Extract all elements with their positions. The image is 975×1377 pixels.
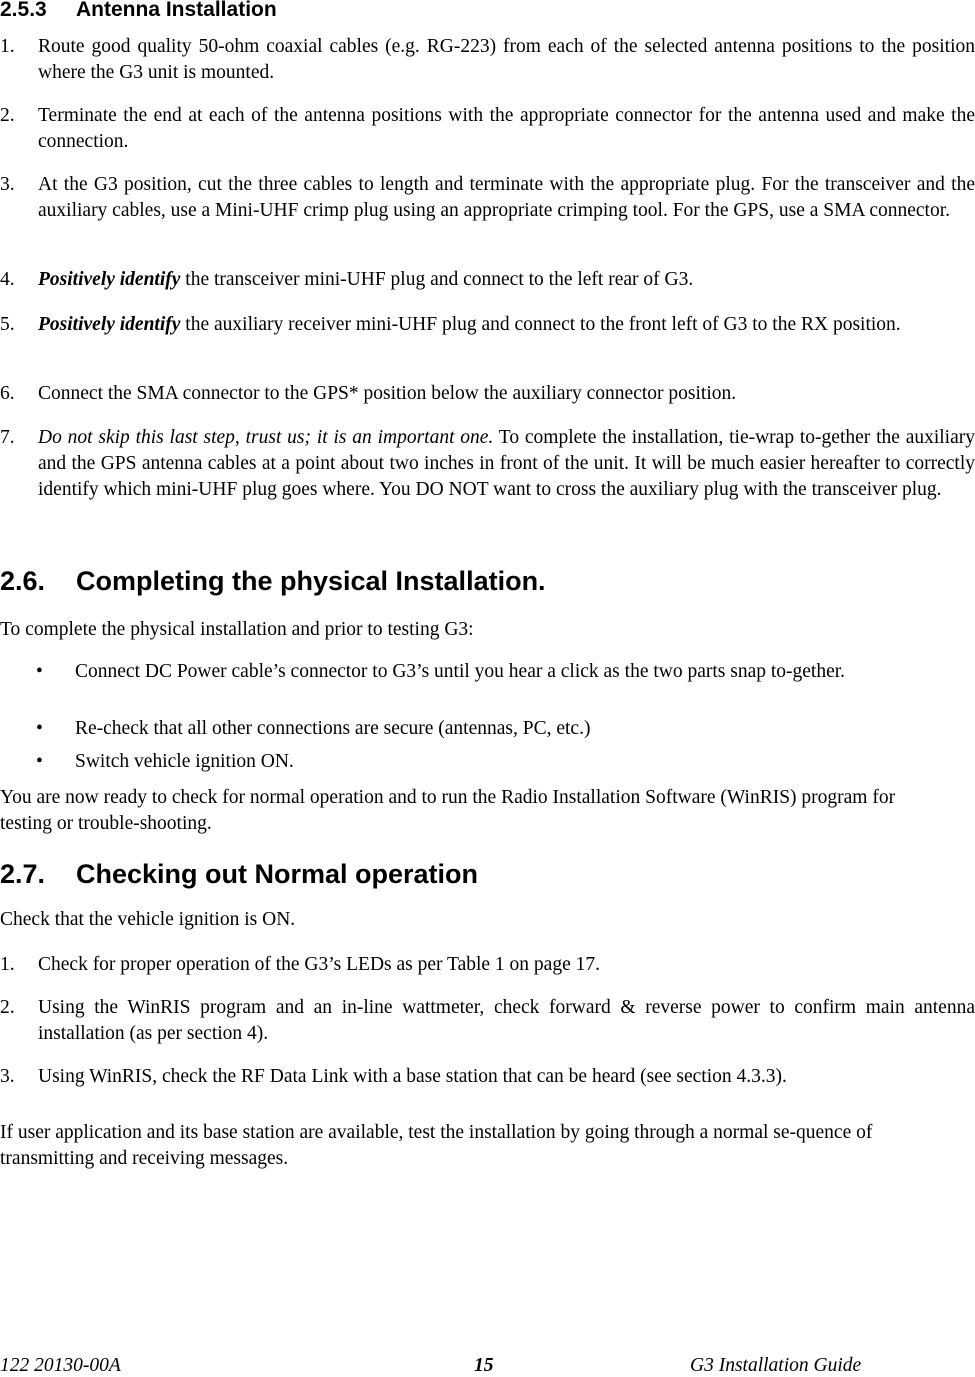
section-number: 2.6. — [0, 566, 46, 596]
paragraph: If user application and its base station are available, test the installation by going through a normal se-quence of transmitting and receiving messages. — [0, 1122, 873, 1169]
section-title: Completing the physical Installation. — [76, 566, 546, 596]
emphasis-text: Positively identify — [38, 269, 181, 290]
bullet-icon: • — [36, 718, 43, 739]
section-title: Antenna Installation — [76, 0, 277, 21]
paragraph: Check that the vehicle ignition is ON. — [0, 909, 296, 930]
paragraph: You are now ready to check for normal operation and to run the Radio Installation Software (WinRIS) program for testing or trouble-shooting. — [0, 787, 896, 834]
bullet-icon: • — [36, 751, 43, 772]
section-heading-2-7 — [0, 859, 478, 890]
footer-guide-title: G3 Installation Guide — [690, 1355, 862, 1376]
footer-page-number: 15 — [474, 1355, 494, 1376]
bullet-icon: • — [36, 661, 43, 682]
section-heading-2-6 — [0, 566, 546, 597]
emphasis-text: Positively identify — [38, 314, 181, 335]
section-heading-2-5-3 — [0, 0, 277, 22]
footer-doc-number: 122 20130-00A — [0, 1355, 121, 1376]
emphasis-text: Do not skip this last step, trust us; it is an important one. — [38, 427, 494, 448]
paragraph: To complete the physical installation and prior to testing G3: — [0, 619, 474, 640]
section-number: 2.5.3 — [0, 0, 47, 21]
section-number: 2.7. — [0, 859, 46, 889]
document-page: 2.5.3 Antenna Installation 1. Route good quality 50-ohm coaxial cables (e.g. RG-223) from each of the selected antenna positions to the position where the G3 unit is mounted. 2. Terminate the end at each of the antenna positions with the appropriate connector for the antenna used and make the connection. 3. At the G3 position, cut the three cables to length and terminate with the appropriate plug. For the transceiver and the auxiliary cables, use a Mini-UHF crimp plug using an appropriate crimping tool. For the GPS, use a SMA connector. 4. Positively identify the transceiver mini-UHF plug and connect to the left rear of G3. 5. Positively identify the auxiliary receiver mini-UHF plug and connect to the front left of G3 to the RX position. 6. Connect the SMA connector to the GPS* position below the auxiliary connector position. 7. Do not skip this last step, trust us; it is an important one. To complete the installation, tie-wrap to-gether the auxiliary and the GPS antenna cables at a point about two inches in front of the unit. It will be much easier hereafter to correctly identify which mini-UHF plug goes where. You DO NOT want to cross the auxiliary plug with the transceiver plug. 2.6. Completing the physical Installation. To complete the physical installation and prior to testing G3: • Connect DC Power cable’s connector to G3’s until you hear a click as the two parts snap to-gether. • Re-check that all other connections are secure (antennas, PC, etc.) • Switch vehicle ignition ON. You are now ready to check for normal operation and to run the Radio Installation Software (WinRIS) program for testing or trouble-shooting. 2.7. Checking out Normal operation Check that the vehicle ignition is ON. 1. Check for proper operation of the G3’s LEDs as per Table 1 on page 17. 2. Using the WinRIS program and an in-line wattmeter, check forward & reverse power to confirm main antenna installation (as per section 4). 3. Using WinRIS, check the RF Data Link with a base station that can be heard (see section 4.3.3). If user application and its base station are available, test the installation by going through a normal se-quence of transmitting and receiving messages. 122 20130-00A 15 G3 Installation Guide — [0, 0, 975, 1376]
section-title: Checking out Normal operation — [76, 859, 479, 889]
